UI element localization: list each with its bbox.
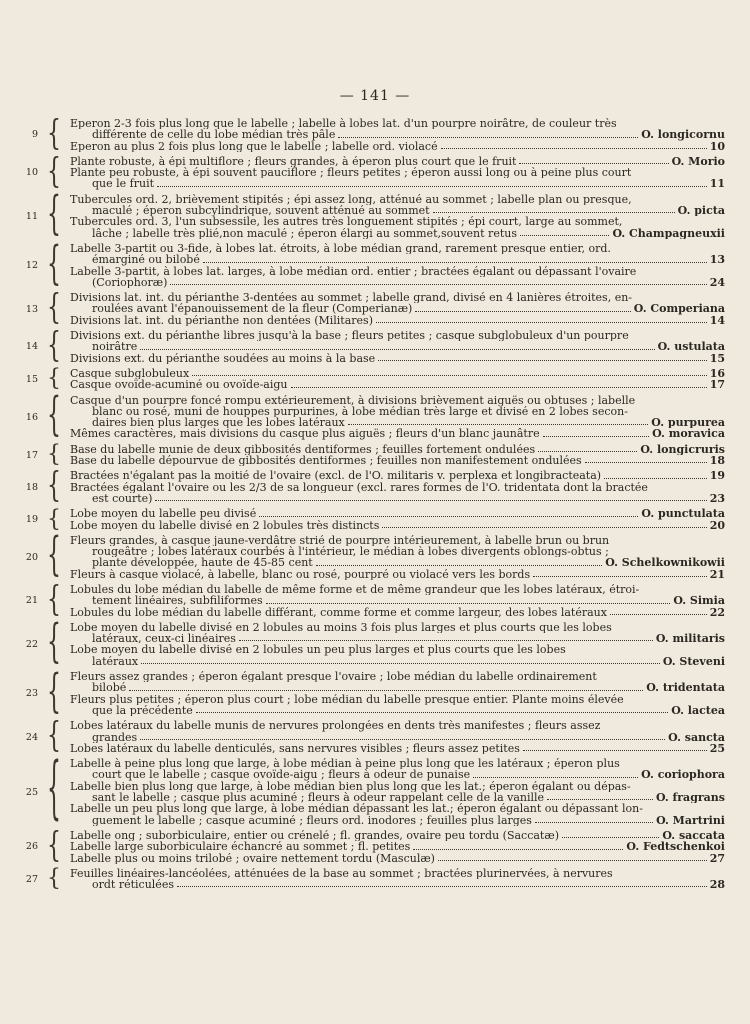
next-couplet-ref: 15 xyxy=(709,352,725,364)
brace-icon: { xyxy=(47,238,61,291)
key-line xyxy=(70,758,725,769)
key-line-text: Plante peu robuste, à épi souvent pauciflore ; fleurs petites ; éperon aussi long ou à peine plus court xyxy=(70,167,632,179)
key-line xyxy=(70,315,725,326)
couplet-23 xyxy=(20,666,725,719)
leader-dots xyxy=(543,428,649,436)
next-couplet-ref: 22 xyxy=(709,606,725,618)
leader-dots xyxy=(547,792,653,800)
next-couplet-ref: 13 xyxy=(709,254,725,266)
leader-dots xyxy=(562,830,659,838)
species-name: O. purpurea xyxy=(651,417,725,429)
couplet-18 xyxy=(20,466,725,506)
key-line xyxy=(70,292,725,303)
key-line-text: (Coriophoræ) xyxy=(92,276,168,289)
leader-dots xyxy=(415,303,630,311)
key-line-text: Tubercules ord. 3, l'un subsessile, les autres très longuement stipités ; épi court, large au sommet, xyxy=(70,216,623,228)
key-line-text: est courte) xyxy=(92,492,153,505)
couplet-16 xyxy=(20,390,725,443)
brace-icon: { xyxy=(47,288,61,328)
key-line xyxy=(70,732,725,743)
leader-dots xyxy=(413,841,623,849)
species-name: O. Martrini xyxy=(656,814,725,826)
key-line xyxy=(70,841,725,852)
key-line-text: latéraux, ceux-ci linéaires xyxy=(92,633,236,645)
couplet-9 xyxy=(20,114,725,154)
key-line-text: que la précédente xyxy=(92,704,193,717)
key-line xyxy=(70,444,725,455)
leader-dots xyxy=(441,141,707,149)
leader-dots xyxy=(535,815,653,823)
couplet-body xyxy=(70,330,725,364)
couplet-12 xyxy=(20,238,725,291)
key-line xyxy=(70,243,725,254)
key-line-text: Lobe moyen du labelle divisé en 2 lobules très distincts xyxy=(70,519,380,531)
key-line xyxy=(70,830,725,841)
key-line-text: Mêmes caractères, mais divisions du casque plus aiguës ; fleurs d'un blanc jaunâtre xyxy=(70,428,540,440)
key-line xyxy=(70,428,725,439)
key-line xyxy=(70,379,725,390)
leader-dots xyxy=(316,557,602,565)
leader-dots xyxy=(203,254,707,262)
key-line xyxy=(70,595,725,606)
leader-dots xyxy=(538,444,637,452)
species-name: O. moravica xyxy=(652,428,725,440)
couplet-14 xyxy=(20,326,725,366)
couplet-number: 13 xyxy=(25,303,38,315)
couplet-number: 9 xyxy=(31,129,38,141)
leader-dots xyxy=(155,493,706,501)
key-line-text: Plante robuste, à épi multiflore ; fleurs grandes, à éperon plus court que le fruit xyxy=(70,155,517,168)
key-line xyxy=(70,607,725,618)
key-line-text: Lobe moyen du labelle divisé en 2 lobules au moins 3 fois plus larges et plus courts que les lobes xyxy=(70,621,612,634)
next-couplet-ref: 24 xyxy=(709,276,725,289)
species-name: O. Simia xyxy=(673,595,725,607)
leader-dots xyxy=(382,520,706,528)
key-line-text: Bractées n'égalant pas la moitié de l'ovaire (excl. de l'O. militaris v. perplexa et longibracteata) xyxy=(70,470,602,482)
key-line-text: Fleurs plus petites ; éperon plus court ; lobe médian du labelle presque entier. Plante moins élevée xyxy=(70,693,624,705)
key-line xyxy=(70,277,725,288)
key-line-text: Bractées égalant l'ovaire ou les 2/3 de sa longueur (excl. rares formes de l'O. tridentata dont la bractée xyxy=(70,481,648,493)
leader-dots xyxy=(196,705,668,713)
key-line-text: Divisions ext. du périanthe libres jusqu'à la base ; fleurs petites ; casque subglobuleux d'un pourpre xyxy=(70,330,629,342)
leader-dots xyxy=(433,205,675,213)
key-line xyxy=(70,254,725,265)
key-line-text: Divisions lat. int. du périanthe 3-dentées au sommet ; labelle grand, divisé en 4 lanières étroites, en- xyxy=(70,292,633,304)
key-line xyxy=(70,694,725,705)
next-couplet-ref: 25 xyxy=(709,742,725,755)
next-couplet-ref: 17 xyxy=(709,379,725,391)
couplet-number: 22 xyxy=(25,638,38,650)
couplet-10 xyxy=(20,152,725,192)
couplet-number: 24 xyxy=(25,731,38,743)
leader-dots xyxy=(348,417,649,425)
brace-icon: { xyxy=(47,505,61,532)
key-line xyxy=(70,546,725,557)
brace-icon: { xyxy=(47,114,61,154)
key-line-text: que le fruit xyxy=(92,178,155,190)
key-line xyxy=(70,781,725,792)
key-line xyxy=(70,535,725,546)
leader-dots xyxy=(523,743,707,751)
leader-dots xyxy=(140,732,665,740)
key-line xyxy=(70,853,725,864)
key-line-text: Divisions ext. du périanthe soudées au moins à la base xyxy=(70,352,376,364)
brace-icon: { xyxy=(47,530,61,583)
key-line xyxy=(70,803,725,814)
key-line xyxy=(70,671,725,682)
key-line xyxy=(70,167,725,178)
couplet-body xyxy=(70,156,725,190)
key-line-text: Casque ovoïde-acuminé ou ovoïde-aigu xyxy=(70,379,288,391)
couplet-number: 11 xyxy=(25,210,38,222)
couplet-body xyxy=(70,368,725,391)
key-line-text: Labelle un peu plus long que large, à lobe médian dépassant les lat.; éperon égalant ou dépassant lon- xyxy=(70,803,643,815)
key-line xyxy=(70,406,725,417)
key-line-text: sant le labelle ; casque plus acuminé ; fleurs à odeur rappelant celle de la vanille xyxy=(92,792,545,804)
key-line-text: émarginé ou bilobé xyxy=(92,254,200,266)
leader-dots xyxy=(192,368,707,376)
key-line-text: court que le labelle ; casque ovoïde-aigu ; fleurs à odeur de punaise xyxy=(92,769,471,781)
next-couplet-ref: 19 xyxy=(709,470,725,482)
couplet-number: 27 xyxy=(25,873,38,885)
key-line-text: latéraux xyxy=(92,655,139,668)
couplet-body xyxy=(70,584,725,618)
key-line xyxy=(70,584,725,595)
couplet-17 xyxy=(20,441,725,468)
couplet-11 xyxy=(20,189,725,242)
couplet-number: 26 xyxy=(25,841,38,853)
leader-dots xyxy=(170,277,706,285)
brace-icon: { xyxy=(47,152,61,192)
leader-dots xyxy=(157,178,707,186)
couplet-body xyxy=(70,470,725,504)
species-name: O. militaris xyxy=(655,633,725,645)
brace-icon: { xyxy=(47,865,61,892)
couplet-number: 20 xyxy=(25,551,38,563)
key-line xyxy=(70,720,725,731)
key-line-text: Labelle ong ; suborbiculaire, entier ou crénelé ; fl. grandes, ovaire peu tordu (Saccatæ) xyxy=(70,829,559,842)
key-line-text: Labelle large suborbiculaire échancré au sommet ; fl. petites xyxy=(70,841,411,853)
key-line xyxy=(70,743,725,754)
key-line-text: Eperon au plus 2 fois plus long que le labelle ; labelle ord. violacé xyxy=(70,140,438,152)
key-line xyxy=(70,368,725,379)
key-line xyxy=(70,118,725,129)
key-line-text: Eperon 2-3 fois plus long que le labelle ; labelle à lobes lat. d'un pourpre noirâtre, de couleur très xyxy=(70,118,617,130)
key-line xyxy=(70,879,725,890)
brace-icon: { xyxy=(47,617,61,670)
leader-dots xyxy=(259,508,638,516)
key-line xyxy=(70,815,725,826)
key-line xyxy=(70,156,725,167)
key-line-text: Labelle plus ou moins trilobé ; ovaire nettement tordu (Masculæ) xyxy=(70,852,435,864)
key-line-text: Lobules du lobe médian du labelle de même forme et de même grandeur que les lobes latéraux, étroi- xyxy=(70,583,640,596)
key-line-text: blanc ou rosé, muni de houppes purpurines, à lobe médian très large et divisé en 2 lobes secon- xyxy=(92,405,628,418)
couplet-body xyxy=(70,535,725,580)
key-line-text: Divisions lat. int. du périanthe non dentées (Militares) xyxy=(70,314,373,327)
key-line xyxy=(70,520,725,531)
leader-dots xyxy=(519,156,668,164)
species-name: O. Schelkownikowii xyxy=(605,557,725,569)
couplet-body xyxy=(70,508,725,531)
key-line xyxy=(70,395,725,406)
key-line-text: grandes xyxy=(92,731,138,743)
key-line-text: Base du labelle munie de deux gibbosités dentiformes ; feuilles fortement ondulées xyxy=(70,443,536,456)
key-line xyxy=(70,330,725,341)
leader-dots xyxy=(266,595,671,603)
couplet-number: 10 xyxy=(25,167,38,179)
leader-dots xyxy=(533,569,707,577)
next-couplet-ref: 27 xyxy=(709,852,725,864)
key-line-text: rougeâtre ; lobes latéraux courbés à l'intérieur, le médian à lobes divergents oblongs-obtus ; xyxy=(92,546,609,558)
couplet-body xyxy=(70,758,725,826)
key-line xyxy=(70,178,725,189)
key-line xyxy=(70,353,725,364)
key-line xyxy=(70,228,725,239)
brace-icon: { xyxy=(47,189,61,242)
species-name: O. fragrans xyxy=(655,792,725,804)
key-line xyxy=(70,493,725,504)
key-line-text: daires bien plus larges que les lobes latéraux xyxy=(92,417,345,429)
leader-dots xyxy=(520,228,609,236)
key-line-text: Casque d'un pourpre foncé rompu extérieurement, à divisions brièvement aiguës ou obtuses ; labelle xyxy=(70,394,636,406)
key-line xyxy=(70,417,725,428)
key-line-text: maculé ; éperon subcylindrique, souvent atténué au sommet xyxy=(92,205,430,217)
couplet-13 xyxy=(20,288,725,328)
couplet-number: 21 xyxy=(25,595,38,607)
couplet-number: 12 xyxy=(25,260,38,272)
couplet-number: 18 xyxy=(25,481,38,493)
key-line xyxy=(70,141,725,152)
couplet-body xyxy=(70,444,725,467)
key-line-text: Lobe moyen du labelle peu divisé xyxy=(70,508,257,520)
brace-icon: { xyxy=(47,390,61,443)
couplet-body xyxy=(70,243,725,288)
brace-icon: { xyxy=(47,751,61,830)
leader-dots xyxy=(291,379,707,387)
key-line-text: Base du labelle dépourvue de gibbosités dentiformes ; feuilles non manifestement ondulées xyxy=(70,455,582,467)
key-line-text: différente de celle du lobe médian très pâle xyxy=(92,129,336,141)
couplet-number: 14 xyxy=(25,341,38,353)
leader-dots xyxy=(140,341,654,349)
next-couplet-ref: 18 xyxy=(709,455,725,467)
species-name: O. Comperiana xyxy=(633,303,725,315)
species-name: O. lactea xyxy=(671,704,725,717)
next-couplet-ref: 20 xyxy=(709,519,725,531)
couplet-body xyxy=(70,194,725,239)
leader-dots xyxy=(177,879,707,887)
species-name: O. tridentata xyxy=(646,682,725,694)
couplet-body xyxy=(70,830,725,864)
key-line xyxy=(70,303,725,314)
leader-dots xyxy=(141,656,660,664)
next-couplet-ref: 16 xyxy=(709,367,725,380)
key-line xyxy=(70,194,725,205)
species-name: O. longicruris xyxy=(640,443,725,456)
key-line xyxy=(70,656,725,667)
species-name: O. coriophora xyxy=(641,769,725,781)
couplet-number: 23 xyxy=(25,688,38,700)
species-name: O. Champagneuxii xyxy=(612,227,725,239)
couplet-27 xyxy=(20,865,725,892)
couplet-20 xyxy=(20,530,725,583)
key-line xyxy=(70,792,725,803)
key-line xyxy=(70,482,725,493)
key-line xyxy=(70,129,725,140)
brace-icon: { xyxy=(47,826,61,866)
key-line xyxy=(70,569,725,580)
key-line-text: Fleurs assez grandes ; éperon égalant presque l'ovaire ; lobe médian du labelle ordinairement xyxy=(70,671,597,683)
key-line-text: ordt réticulées xyxy=(92,879,174,891)
species-name: O. Fedtschenkoi xyxy=(626,841,725,853)
brace-icon: { xyxy=(47,666,61,719)
couplet-15 xyxy=(20,365,725,392)
page-number: — 141 — xyxy=(339,88,411,104)
key-line-text: Labelle 3-partit ou 3-fide, à lobes lat. étroits, à lobe médian grand, rarement presque entier, ord. xyxy=(70,242,611,255)
species-name: O. punctulata xyxy=(641,508,725,520)
key-line-text: Fleurs grandes, à casque jaune-verdâtre strié de pourpre intérieurement, à labelle brun ou brun xyxy=(70,534,610,547)
key-line xyxy=(70,644,725,655)
species-name: O. Steveni xyxy=(662,655,725,668)
brace-icon: { xyxy=(47,466,61,506)
couplet-body xyxy=(70,118,725,152)
couplet-body xyxy=(70,622,725,667)
key-line-text: roulées avant l'épanouissement de la fleur (Comperianæ) xyxy=(92,303,413,315)
species-name: O. picta xyxy=(677,205,725,217)
leader-dots xyxy=(376,315,707,323)
brace-icon: { xyxy=(47,326,61,366)
couplet-19 xyxy=(20,505,725,532)
species-name: O. ustulata xyxy=(657,341,725,353)
key-line xyxy=(70,455,725,466)
couplet-25 xyxy=(20,751,725,830)
key-line xyxy=(70,868,725,879)
key-line-text: Tubercules ord. 2, brièvement stipités ; épi assez long, atténué au sommet ; labelle plan ou presque, xyxy=(70,193,632,206)
key-line xyxy=(70,633,725,644)
key-line-text: tement linéaires, subfiliformes xyxy=(92,595,263,607)
couplet-21 xyxy=(20,580,725,620)
couplet-24 xyxy=(20,716,725,756)
leader-dots xyxy=(585,455,707,463)
brace-icon: { xyxy=(47,580,61,620)
key-line xyxy=(70,622,725,633)
identification-key xyxy=(20,114,725,894)
couplet-body xyxy=(70,720,725,754)
next-couplet-ref: 11 xyxy=(709,178,725,190)
key-line-text: Lobes latéraux du labelle munis de nervures prolongées en dents très manifestes ; fleurs assez xyxy=(70,720,601,732)
key-line xyxy=(70,769,725,780)
couplet-number: 19 xyxy=(25,514,38,525)
key-line-text: plante développée, haute de 45-85 cent xyxy=(92,557,313,569)
brace-icon: { xyxy=(47,716,61,756)
couplet-number: 16 xyxy=(25,411,38,423)
leader-dots xyxy=(604,470,707,478)
key-line xyxy=(70,266,725,277)
brace-icon: { xyxy=(47,441,61,468)
couplet-number: 15 xyxy=(25,373,38,385)
next-couplet-ref: 10 xyxy=(709,140,725,152)
key-line xyxy=(70,205,725,216)
brace-icon: { xyxy=(47,365,61,392)
couplet-body xyxy=(70,671,725,716)
next-couplet-ref: 14 xyxy=(709,314,725,327)
couplet-number: 25 xyxy=(25,786,38,798)
key-line-text: Casque subglobuleux xyxy=(70,367,190,380)
key-line-text: Feuilles linéaires-lancéolées, atténuées de la base au sommet ; bractées plurinervées, à nervures xyxy=(70,867,613,880)
key-line-text: lâche ; labelle très plié,non maculé ; éperon élargi au sommet,souvent retus xyxy=(92,227,517,239)
key-line xyxy=(70,470,725,481)
couplet-22 xyxy=(20,617,725,670)
leader-dots xyxy=(438,853,707,861)
key-line-text: noirâtre xyxy=(92,341,138,353)
key-line-text: guement le labelle ; casque acuminé ; fleurs ord. inodores ; feuilles plus larges xyxy=(92,814,532,826)
couplet-body xyxy=(70,395,725,440)
species-name: O. saccata xyxy=(662,829,725,842)
key-line xyxy=(70,216,725,227)
key-line-text: Labelle 3-partit, à lobes lat. larges, à lobe médian ord. entier ; bractées égalant ou dépassant l'ovaire xyxy=(70,265,637,277)
key-line-text: Fleurs à casque violacé, à labelle, blanc ou rosé, pourpré ou violacé vers les bords xyxy=(70,568,531,580)
key-line xyxy=(70,341,725,352)
couplet-body xyxy=(70,292,725,326)
couplet-number: 17 xyxy=(25,449,38,461)
species-name: O. sancta xyxy=(668,731,725,743)
key-line xyxy=(70,508,725,519)
leader-dots xyxy=(129,682,643,690)
key-line-text: bilobé xyxy=(92,682,127,694)
next-couplet-ref: 23 xyxy=(709,492,725,505)
leader-dots xyxy=(473,769,638,777)
couplet-26 xyxy=(20,826,725,866)
key-line-text: Labelle à peine plus long que large, à lobe médian à peine plus long que les latéraux ; éperon plus xyxy=(70,758,620,770)
key-line xyxy=(70,557,725,568)
next-couplet-ref: 21 xyxy=(709,568,725,580)
key-line xyxy=(70,705,725,716)
species-name: O. longicornu xyxy=(641,129,725,141)
leader-dots xyxy=(610,607,707,615)
key-line-text: Lobe moyen du labelle divisé en 2 lobules un peu plus larges et plus courts que les lobes xyxy=(70,644,566,656)
next-couplet-ref: 28 xyxy=(709,879,725,891)
key-line-text: Lobes latéraux du labelle denticulés, sans nervures visibles ; fleurs assez petites xyxy=(70,742,520,755)
key-line-text: Lobules du lobe médian du labelle différant, comme forme et comme largeur, des lobes latéraux xyxy=(70,606,607,618)
leader-dots xyxy=(239,633,653,641)
leader-dots xyxy=(338,129,638,137)
key-line xyxy=(70,682,725,693)
couplet-body xyxy=(70,868,725,891)
species-name: O. Morio xyxy=(671,155,725,168)
key-line-text: Labelle bien plus long que large, à lobe médian bien plus long que les lat.; éperon égalant ou dépas- xyxy=(70,780,631,793)
leader-dots xyxy=(378,353,707,361)
